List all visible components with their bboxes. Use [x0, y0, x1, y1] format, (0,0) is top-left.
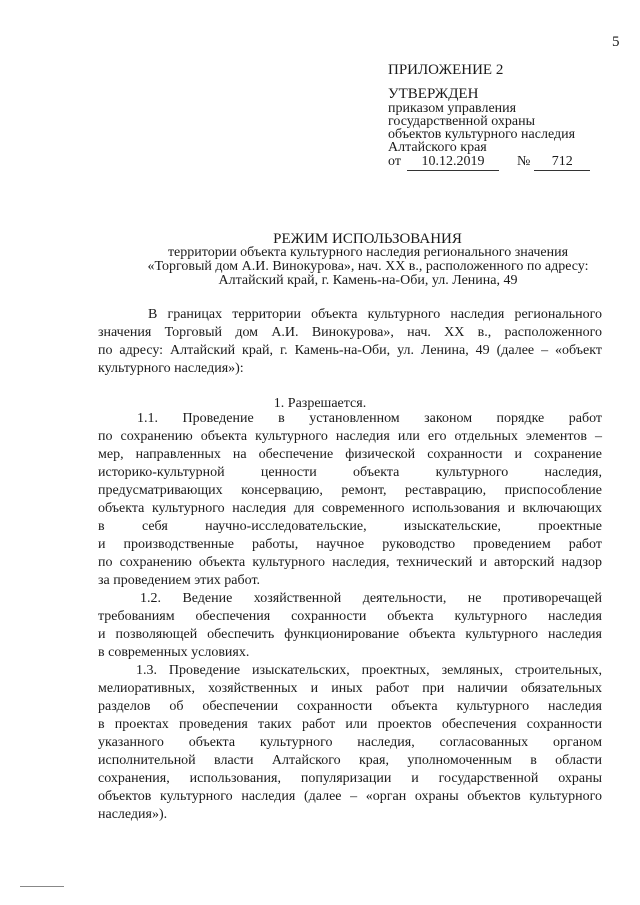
- item-1-3-line: исполнительной власти Алтайского края, уполномоченным в области: [98, 753, 602, 768]
- intro-line: по адресу: Алтайский край, г. Камень-на-Оби, ул. Ленина, 49 (далее – «объект: [98, 343, 602, 358]
- item-1-1-line: по сохранению объекта культурного наследия, технический и авторский надзор: [98, 555, 602, 570]
- order-date: 10.12.2019: [407, 154, 499, 171]
- appendix-label: ПРИЛОЖЕНИЕ 2: [388, 62, 504, 78]
- approved-label: УТВЕРЖДЕН: [388, 86, 479, 102]
- order-number: 712: [534, 154, 590, 171]
- item-1-1-line: и производственные работы, научное руководство проведением работ: [98, 537, 602, 552]
- subtitle-line: Алтайский край, г. Камень-на-Оби, ул. Ленина, 49: [218, 273, 518, 288]
- order-line: Алтайского края: [388, 140, 487, 155]
- item-1-3-line: сохранения, использования, популяризации и государственной охраны: [98, 771, 602, 786]
- item-1-3-line: мелиоративных, хозяйственных и иных работ при наличии обязательных: [98, 681, 602, 696]
- item-1-1-line: мер, направленных на обеспечение физической сохранности и сохранение: [98, 447, 602, 462]
- order-line: государственной охраны: [388, 114, 536, 129]
- item-1-1-line: по сохранению объекта культурного наследия или его отдельных элементов –: [98, 429, 602, 444]
- intro-line: В границах территории объекта культурного наследия регионального: [148, 307, 602, 322]
- section-heading: 1. Разрешается.: [273, 396, 367, 411]
- item-1-3-line: объектов культурного наследия (далее – «орган охраны объектов культурного: [98, 789, 602, 804]
- item-1-1-line: историко-культурной ценности объекта культурного наследия,: [98, 465, 602, 480]
- item-1-1-line: объекта культурного наследия для современного использования и включающих: [98, 501, 602, 516]
- item-1-3-line: наследия»).: [98, 807, 168, 822]
- item-1-1-line: 1.1. Проведение в установленном законом порядке работ: [137, 411, 602, 426]
- item-1-1-line: предусматривающих консервацию, ремонт, реставрацию, приспособление: [98, 483, 602, 498]
- order-date-row: [388, 154, 590, 171]
- subtitle-line: территории объекта культурного наследия регионального значения: [167, 245, 569, 260]
- intro-line: культурного наследия»):: [98, 361, 244, 376]
- item-1-3-line: указанного объекта культурного наследия, согласованных органом: [98, 735, 602, 750]
- date-prefix: от: [388, 154, 401, 169]
- item-1-1-line: за проведением этих работ.: [98, 573, 261, 588]
- item-1-3-line: 1.3. Проведение изыскательских, проектных, земляных, строительных,: [136, 663, 602, 678]
- item-1-3-line: разделов об обеспечении сохранности объекта культурного наследия: [98, 699, 602, 714]
- item-1-2-line: требованиям обеспечения сохранности объекта культурного наследия: [98, 609, 602, 624]
- number-sign: №: [516, 154, 531, 169]
- item-1-1-line: в себя научно-исследовательские, изыскательские, проектные: [98, 519, 602, 534]
- item-1-2-line: в современных условиях.: [98, 645, 250, 660]
- item-1-2-line: 1.2. Ведение хозяйственной деятельности, не противоречащей: [140, 591, 602, 606]
- item-1-2-line: и позволяющей обеспечить функционирование объекта культурного наследия: [98, 627, 602, 642]
- subtitle-line: «Торговый дом А.И. Винокурова», нач. XX в., расположенного по адресу:: [147, 259, 589, 274]
- item-1-3-line: в проектах проведения таких работ или проектов обеспечения сохранности: [98, 717, 602, 732]
- order-line: объектов культурного наследия: [388, 127, 576, 142]
- page-number: 5: [612, 34, 620, 50]
- order-line: приказом управления: [388, 101, 517, 116]
- footer-divider: [20, 886, 64, 887]
- document-title: РЕЖИМ ИСПОЛЬЗОВАНИЯ: [273, 231, 462, 247]
- intro-line: значения Торговый дом А.И. Винокурова», нач. XX в., расположенного: [98, 325, 602, 340]
